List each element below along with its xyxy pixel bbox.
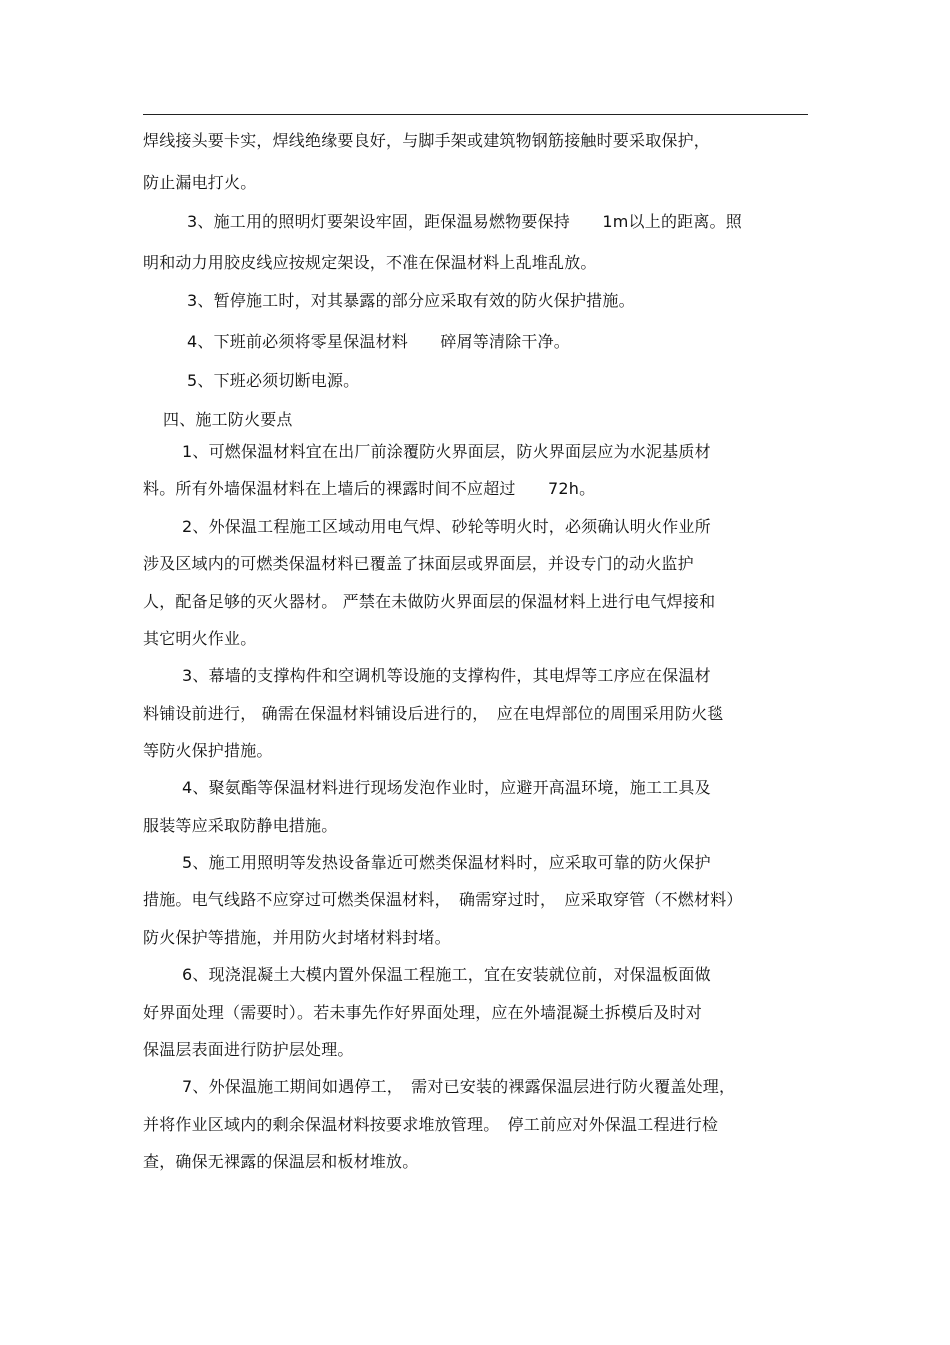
text-line: 7、外保温施工期间如遇停工， 需对已安装的裸露保温层进行防火覆盖处理，: [182, 1077, 736, 1096]
text-line: 等防火保护措施。: [143, 741, 273, 760]
text-line: 1、可燃保温材料宜在出厂前涂覆防火界面层，防火界面层应为水泥基质材: [182, 442, 711, 461]
text-line: 并将作业区域内的剩余保温材料按要求堆放管理。 停工前应对外保温工程进行检: [143, 1115, 719, 1134]
section-heading: 四、施工防火要点: [163, 410, 293, 429]
text-line: 明和动力用胶皮线应按规定架设，不准在保温材料上乱堆乱放。: [143, 253, 597, 272]
text-line: 料。所有外墙保温材料在上墙后的裸露时间不应超过 72h。: [143, 479, 596, 498]
text-line: 3、幕墙的支撑构件和空调机等设施的支撑构件，其电焊等工序应在保温材: [182, 666, 711, 685]
text-line: 3、施工用的照明灯要架设牢固，距保温易燃物要保持 1m以上的距离。照: [187, 212, 742, 231]
text-line: 防火保护等措施，并用防火封堵材料封堵。: [143, 928, 451, 947]
text-line: 防止漏电打火。: [143, 173, 257, 192]
text-line: 4、下班前必须将零星保温材料 碎屑等清除干净。: [187, 332, 570, 351]
text-line: 6、现浇混凝土大模内置外保温工程施工，宜在安装就位前，对保温板面做: [182, 965, 711, 984]
text-line: 保温层表面进行防护层处理。: [143, 1040, 354, 1059]
text-line: 5、施工用照明等发热设备靠近可燃类保温材料时，应采取可靠的防火保护: [182, 853, 711, 872]
text-line: 5、下班必须切断电源。: [187, 371, 360, 390]
text-line: 措施。电气线路不应穿过可燃类保温材料， 确需穿过时， 应采取穿管（不燃材料）: [143, 890, 743, 909]
text-line: 涉及区域内的可燃类保温材料已覆盖了抹面层或界面层，并设专门的动火监护: [143, 554, 694, 573]
text-line: 2、外保温工程施工区域动用电气焊、砂轮等明火时，必须确认明火作业所: [182, 517, 711, 536]
text-line: 服装等应采取防静电措施。: [143, 816, 338, 835]
text-line: 3、暂停施工时，对其暴露的部分应采取有效的防火保护措施。: [187, 291, 635, 310]
text-line: 人，配备足够的灭火器材。 严禁在未做防火界面层的保温材料上进行电气焊接和: [143, 592, 716, 611]
text-line: 其它明火作业。: [143, 629, 257, 648]
text-line: 查，确保无裸露的保温层和板材堆放。: [143, 1152, 419, 1171]
text-line: 焊线接头要卡实，焊线绝缘要良好，与脚手架或建筑物钢筋接触时要采取保护，: [143, 131, 711, 150]
header-rule: [143, 114, 808, 115]
text-line: 4、聚氨酯等保温材料进行现场发泡作业时，应避开高温环境，施工工具及: [182, 778, 711, 797]
text-line: 料铺设前进行， 确需在保温材料铺设后进行的， 应在电焊部位的周围采用防火毯: [143, 704, 724, 723]
text-line: 好界面处理（需要时）。若未事先作好界面处理，应在外墙混凝土拆模后及时对: [143, 1003, 703, 1022]
